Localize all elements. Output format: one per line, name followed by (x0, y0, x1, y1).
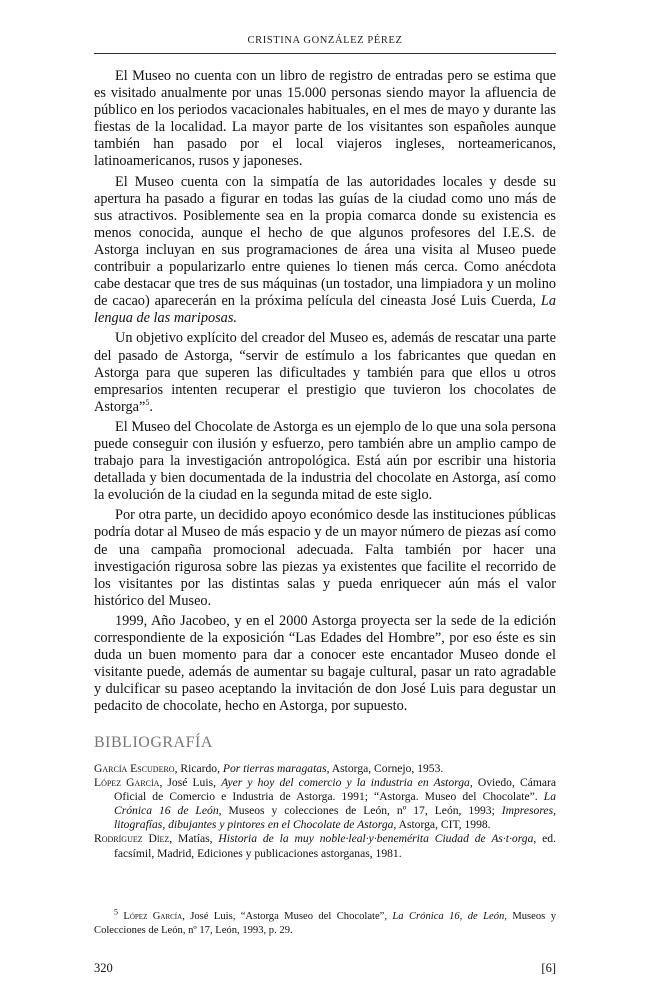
entry-given-name: , Matías, (169, 832, 219, 846)
bibliography-list (94, 762, 556, 861)
paragraph-3 (94, 330, 556, 415)
bibliography-entry (94, 762, 556, 776)
main-text (94, 68, 556, 718)
entry-details: , ed. facsímil, Madrid, Ediciones y publicaciones astorganas, 1981. (114, 832, 557, 860)
bibliography-entry (94, 832, 556, 860)
entry-author: García Escudero (94, 762, 175, 775)
entry-title: La Crónica 16 de León (114, 790, 556, 818)
paragraph-5: Por otra parte, un decidido apoyo económico desde las instituciones públicas podría dotar al Museo de más espacio y de un mayor número de piezas así como de una campaña promocional adecuada. Falta también por hacer una investigación rigurosa sobre las piezas ya existentes que facilite el recorrido de los visitantes por las distintas salas y pueda enriquecer aún más el valor histórico del Museo. (94, 507, 556, 609)
footnote-author: López García (123, 911, 183, 922)
paragraph-6: 1999, Año Jacobeo, y en el 2000 Astorga proyecta ser la sede de la edición correspondiente de la exposición “Las Edades del Hombre”, por eso éste es sin duda un buen momento para dar a conocer este encantador Museo donde el visitante puede, además de aumentar su bagaje cultural, pasar un rato agradable y dulcificar su paseo aceptando la invitación de don José Luis para degustar un pedacito de chocolate, hecho en Astorga, por supuesto. (94, 612, 556, 715)
entry-details: Astorga, CIT, 1998. (396, 818, 491, 832)
footnote-text (94, 907, 556, 937)
footnote-ref[interactable]: 5 (145, 398, 150, 408)
footnote-text-2: Museos y Colecciones de León, nº 17, León, 1993, p. 29. (94, 911, 556, 936)
footnote (94, 907, 556, 937)
entry-details: , Astorga, Cornejo, 1953. (326, 762, 444, 775)
footnote-number: 5 (114, 907, 118, 917)
paragraph-2 (94, 174, 556, 328)
footnote-title: La Crónica 16, de León, (392, 911, 507, 922)
section-number: [6] (541, 961, 556, 975)
entry-details: , Museos y colecciones de León, nº 17, León, 1993; (218, 804, 502, 818)
bibliography-entry (94, 776, 556, 832)
footnote-text-1: , José Luis, “Astorga Museo del Chocolate”, (182, 911, 393, 922)
paragraph-3-end: . (149, 398, 153, 415)
entry-title: Ayer y hoy del comercio y la industria en Astorga, (221, 776, 473, 790)
entry-given-name: , Ricardo, (174, 762, 223, 775)
header-rule (94, 53, 556, 54)
entry-title: Por tierras maragatas (222, 762, 327, 775)
bibliography-heading: BIBLIOGRAFÍA (94, 734, 213, 751)
entry-author: Rodríguez Díez (94, 832, 170, 846)
entry-details: Oviedo, Cámara Oficial de Comercio e Industria de Astorga. 1991; “Astorga. Museo del Chocolate”. (114, 776, 557, 804)
paragraph-3-text: Un objetivo explícito del creador del Museo es, además de rescatar una parte del pasado de Astorga, “servir de estímulo a los fabricantes que quedan en Astorga para que superen las dificultades y también para que ellos u otros empresarios intenten recuperar el prestigio que tuvieron los chocolates de Astorga” (94, 330, 556, 415)
paragraph-2-text: El Museo cuenta con la simpatía de las autoridades locales y desde su apertura ha pasado a figurar en todas las guías de la ciudad como uno más de sus atractivos. Posiblemente sea en la propia comarca donde su existencia es menos conocida, aunque el hecho de que algunos profesores del I.E.S. de Astorga incluyan en sus programaciones de área una visita al Museo puede contribuir a popularizarlo entre quienes lo tienen más cerca. Como anécdota cabe destacar que tres de sus máquinas (un tostador, una limpiadora y un molino de cacao) aparecerán en la próxima película del cineasta José Luis Cuerda, (94, 173, 556, 310)
entry-title: Impresores, litografías, dibujantes y pintores en el Chocolate de Astorga, (114, 804, 556, 832)
film-title: La lengua de las mariposas. (94, 293, 557, 327)
paragraph-4: El Museo del Chocolate de Astorga es un ejemplo de lo que una sola persona puede conseguir con ilusión y esfuerzo, pero también abre un amplio campo de trabajo para la investigación antropológica. Está aún por escribir una historia detallada y bien documentada de la industria del chocolate en Astorga, así como la evolución de la ciudad en la segunda mitad de este siglo. (94, 418, 556, 504)
running-header: CRISTINA GONZÁLEZ PÉREZ (247, 35, 403, 46)
entry-author: López García (94, 776, 160, 790)
paragraph-1: El Museo no cuenta con un libro de registro de entradas pero se estima que es visitado anualmente por unas 15.000 personas siendo mayor la afluencia de público en los periodos vacacionales habituales, en el mes de mayo y durante las fiestas de la localidad. La mayor parte de los visitantes son españoles aunque también han pasado por el local viajeros ingleses, norteamericanos, latinoamericanos, rusos y japoneses. (94, 68, 556, 170)
entry-title: Historia de la muy noble·leal·y·benemérita Ciudad de As·t·orga (218, 832, 534, 846)
page-number: 320 (94, 961, 113, 975)
entry-given-name: , José Luis, (159, 776, 222, 790)
